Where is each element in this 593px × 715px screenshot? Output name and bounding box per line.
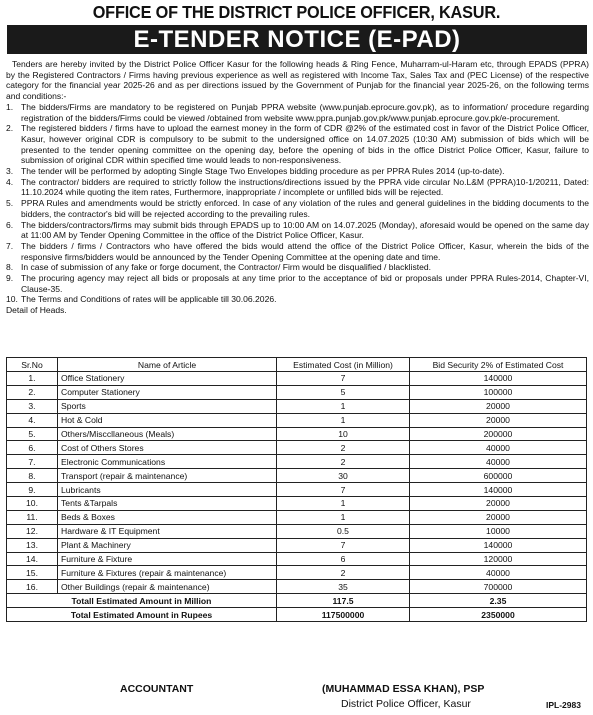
- table-row: [7, 413, 587, 427]
- cell-bid: 20000: [410, 399, 587, 413]
- cell-cost: 1: [277, 497, 410, 511]
- cell-cost: 1: [277, 399, 410, 413]
- table-row: [7, 580, 587, 594]
- clause-text: The registered bidders / firms have to upload the earnest money in the form of CDR @2% of the estimated cost in favor of the District Police Officer, Kasur, however original CDR is compulsory to be submit to the undersigned office on 14.07.2025 (10:30 AM) submission of bids which will be presented to the tender opening committee on the opening day, before the opening of bids in the office District Police Officer, Kasur, failure to submission of original CDR within specified time would leads to non-responsiveness.: [21, 123, 589, 166]
- cell-name: Lubricants: [58, 483, 277, 497]
- clause-text: The procuring agency may reject all bids or proposals at any time prior to the acceptance of bid or proposals under PPRA Rules-2014, Chapter-VI, Clause-35.: [21, 273, 589, 294]
- cell-name: Beds & Boxes: [58, 510, 277, 524]
- clause-number: 9.: [6, 273, 14, 284]
- cell-sr: 6.: [7, 441, 58, 455]
- cell-bid: 20000: [410, 413, 587, 427]
- table-row: [7, 552, 587, 566]
- cell-sr: 14.: [7, 552, 58, 566]
- cell-name: Office Stationery: [58, 372, 277, 386]
- col-header-cost: Estimated Cost (in Million): [277, 358, 410, 372]
- cell-bid: 700000: [410, 580, 587, 594]
- cell-bid: 140000: [410, 483, 587, 497]
- cell-cost: 1: [277, 413, 410, 427]
- cell-sr: 5.: [7, 427, 58, 441]
- cell-sr: 11.: [7, 510, 58, 524]
- cell-cost: 0.5: [277, 524, 410, 538]
- table-row: [7, 524, 587, 538]
- clause-text: The tender will be performed by adopting Single Stage Two Envelopes bidding procedure as per PPRA Rules 2014 (up-to-date).: [21, 166, 505, 177]
- col-header-sr: Sr.No: [7, 358, 58, 372]
- cell-cost: 5: [277, 385, 410, 399]
- cell-cost: 6: [277, 552, 410, 566]
- clause-number: 4.: [6, 176, 14, 187]
- cell-sr: 8.: [7, 469, 58, 483]
- total-cost: 117.5: [277, 594, 410, 608]
- cell-sr: 13.: [7, 538, 58, 552]
- table-row: [7, 469, 587, 483]
- total-bid: 2.35: [410, 594, 587, 608]
- cell-name: Computer Stationery: [58, 385, 277, 399]
- clause-text: In case of submission of any fake or forge document, the Contractor/ Firm would be disqualified / blacklisted.: [21, 262, 431, 273]
- clause-text: The bidders/contractors/firms may submit bids through EPADS up to 10:00 AM on 14.07.2025 (Monday), aforesaid would be opened on the same day at 11:00 AM by Tender Opening Committee in the office of the District Police Officer, Kasur.: [21, 219, 589, 241]
- table-row: [7, 385, 587, 399]
- detail-heading: Detail of Heads.: [6, 305, 67, 316]
- term-clause: [6, 166, 589, 177]
- clause-text: The Terms and Conditions of rates will be applicable till 30.06.2026.: [21, 294, 277, 305]
- cell-sr: 2.: [7, 385, 58, 399]
- total-bid: 2350000: [410, 608, 587, 622]
- term-clause: [6, 177, 589, 198]
- heads-table: [6, 357, 587, 622]
- cell-cost: 10: [277, 427, 410, 441]
- terms-list: [6, 102, 589, 305]
- cell-cost: 7: [277, 483, 410, 497]
- cell-sr: 7.: [7, 455, 58, 469]
- clause-number: 2.: [6, 123, 14, 134]
- cell-bid: 20000: [410, 497, 587, 511]
- table-row: [7, 510, 587, 524]
- clause-number: 7.: [6, 240, 14, 251]
- cell-name: Tents &Tarpals: [58, 497, 277, 511]
- cell-cost: 2: [277, 566, 410, 580]
- cell-bid: 140000: [410, 372, 587, 386]
- term-clause: [6, 123, 589, 166]
- term-clause: [6, 262, 589, 273]
- term-clause: [6, 102, 589, 123]
- officer-name: (MUHAMMAD ESSA KHAN), PSP: [322, 683, 485, 695]
- reference-number: IPL-2983: [546, 700, 581, 710]
- cell-cost: 7: [277, 372, 410, 386]
- term-clause: [6, 294, 589, 305]
- table-row: [7, 372, 587, 386]
- cell-name: Hot & Cold: [58, 413, 277, 427]
- cell-name: Hardware & IT Equipment: [58, 524, 277, 538]
- table-header-row: [7, 358, 587, 372]
- total-row: [7, 594, 587, 608]
- clause-number: 1.: [6, 101, 14, 112]
- col-header-name: Name of Article: [58, 358, 277, 372]
- clause-number: 5.: [6, 198, 14, 209]
- cell-bid: 40000: [410, 441, 587, 455]
- cell-cost: 35: [277, 580, 410, 594]
- clause-text: PPRA Rules and amendments would be strictly enforced. In case of any violation of the rules and general guidelines in the bidding documents to the bidders, the contractor's bid will be rejected according to the prevailing rules.: [21, 198, 589, 219]
- cell-name: Other Buildings (repair & maintenance): [58, 580, 277, 594]
- cell-name: Furniture & Fixture: [58, 552, 277, 566]
- table-row: [7, 399, 587, 413]
- cell-bid: 140000: [410, 538, 587, 552]
- accountant-signature: ACCOUNTANT: [120, 683, 194, 695]
- cell-sr: 4.: [7, 413, 58, 427]
- col-header-bid: Bid Security 2% of Estimated Cost: [410, 358, 587, 372]
- cell-sr: 1.: [7, 372, 58, 386]
- cell-sr: 3.: [7, 399, 58, 413]
- cell-sr: 16.: [7, 580, 58, 594]
- cell-cost: 2: [277, 455, 410, 469]
- cell-bid: 20000: [410, 510, 587, 524]
- clause-text: The bidders / firms / Contractors who have offered the bids would attend the office of the District Police Officer, Kasur, wherein the bids of the responsive firms/bidders would be announced by the Tender Opening Committee at the opening date and time.: [21, 240, 589, 262]
- total-row: [7, 608, 587, 622]
- cell-name: Cost of Others Stores: [58, 441, 277, 455]
- total-cost: 117500000: [277, 608, 410, 622]
- term-clause: [6, 220, 589, 241]
- clause-text: The contractor/ bidders are required to strictly follow the instructions/directions issued by the PPRA vide circular No.L&M (PPRA)10-1/20211, Dated: 11.10.2024 while quoting the item rates, Furthermore, inappropriate / incomplete or unfilled bids will be rejected.: [21, 176, 589, 198]
- cell-bid: 40000: [410, 455, 587, 469]
- total-label: Total Estimated Amount in Rupees: [7, 608, 277, 622]
- table-row: [7, 483, 587, 497]
- cell-bid: 120000: [410, 552, 587, 566]
- term-clause: [6, 273, 589, 294]
- notice-title-banner: E-TENDER NOTICE (E-PAD): [7, 25, 587, 54]
- cell-name: Transport (repair & maintenance): [58, 469, 277, 483]
- cell-sr: 12.: [7, 524, 58, 538]
- notice-body: [6, 59, 589, 316]
- cell-cost: 2: [277, 441, 410, 455]
- total-label: Totall Estimated Amount in Million: [7, 594, 277, 608]
- cell-bid: 40000: [410, 566, 587, 580]
- cell-cost: 30: [277, 469, 410, 483]
- table-row: [7, 427, 587, 441]
- cell-name: Sports: [58, 399, 277, 413]
- cell-sr: 9.: [7, 483, 58, 497]
- table-row: [7, 566, 587, 580]
- cell-cost: 1: [277, 510, 410, 524]
- clause-number: 6.: [6, 219, 14, 230]
- officer-title: District Police Officer, Kasur: [341, 698, 471, 710]
- term-clause: [6, 241, 589, 262]
- table-row: [7, 455, 587, 469]
- clause-text: The bidders/Firms are mandatory to be registered on Punjab PPRA website (www.punjab.eprocure.gov.pk), as to information/ procedure regarding registration of the bidders/Firms could be viewed /obtained from website www.ppra.punjab.gov.pk/www.punjab.eprocure.gov.pk/e-procurement.: [21, 101, 589, 123]
- cell-sr: 10.: [7, 497, 58, 511]
- clause-number: 3.: [6, 166, 14, 177]
- clause-number: 8.: [6, 262, 14, 273]
- table-row: [7, 538, 587, 552]
- cell-name: Furniture & Fixtures (repair & maintenance): [58, 566, 277, 580]
- cell-name: Electronic Communications: [58, 455, 277, 469]
- cell-name: Plant & Machinery: [58, 538, 277, 552]
- clause-number: 10.: [6, 294, 18, 305]
- cell-bid: 10000: [410, 524, 587, 538]
- cell-bid: 200000: [410, 427, 587, 441]
- table-row: [7, 441, 587, 455]
- term-clause: [6, 198, 589, 219]
- cell-cost: 7: [277, 538, 410, 552]
- cell-name: Others/Misccllaneous (Meals): [58, 427, 277, 441]
- intro-paragraph: Tenders are hereby invited by the District Police Officer Kasur for the following heads & Ring Fence, Muharram-ul-Haram etc, through EPADS (PPRA) by the Registered Contractors / Firms having previous experience as well as registered with Income Tax, Sales Tax and (PEC License) of the respective category for the financial year 2025-26 and as per directions issued by the Government of Punjab for the financial year 2025-26, on the following terms and conditions:-: [6, 59, 589, 102]
- table-row: [7, 497, 587, 511]
- cell-bid: 100000: [410, 385, 587, 399]
- office-heading: OFFICE OF THE DISTRICT POLICE OFFICER, KASUR.: [92, 2, 501, 22]
- cell-bid: 600000: [410, 469, 587, 483]
- cell-sr: 15.: [7, 566, 58, 580]
